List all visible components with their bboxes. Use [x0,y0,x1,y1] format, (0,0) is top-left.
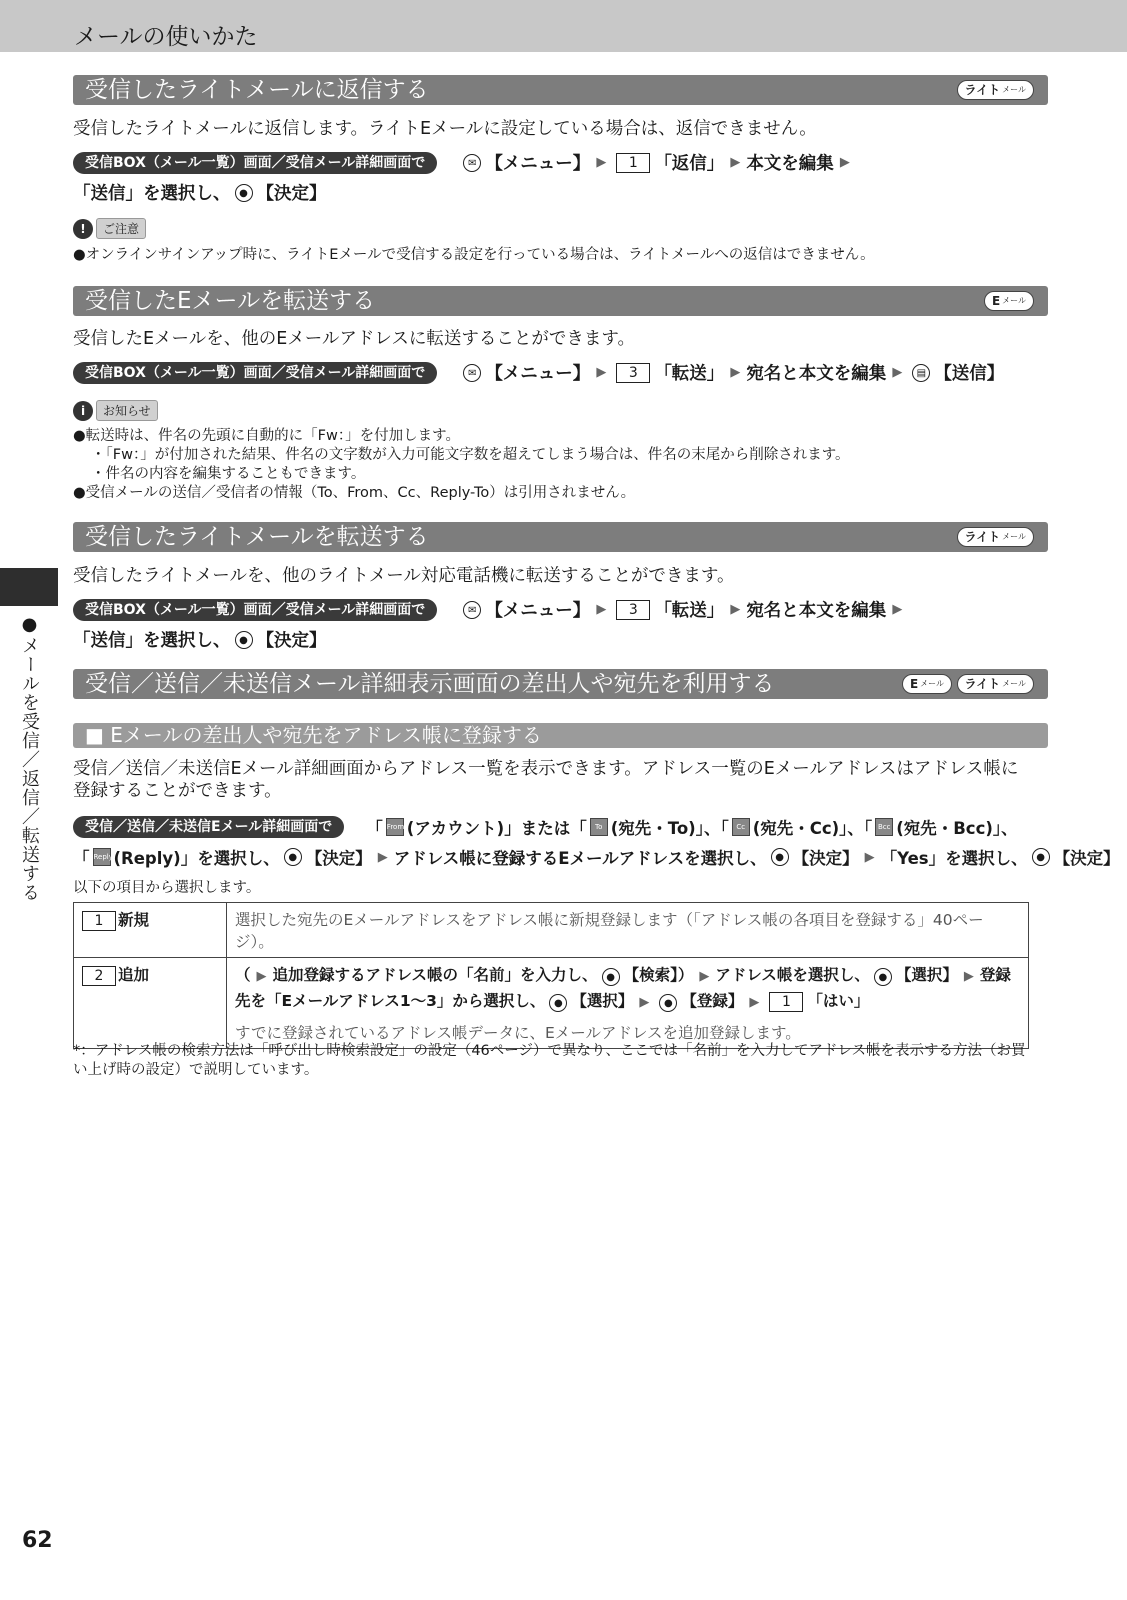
notice-list [73,427,850,503]
key-icon: 1 [769,992,803,1012]
caution-tag: ! ご注意 [73,218,146,239]
section-description: 受信したライトメールを、他のライトメール対応電話機に転送することができます。 [73,566,735,586]
center-key-icon: ● [771,848,789,866]
section-title-text: 受信／送信／未送信メール詳細表示画面の差出人や宛先を利用する [85,671,775,697]
notice-tag: i お知らせ [73,400,158,421]
notice-item: ●転送時は、件名の先頭に自動的に「Fw：」を付加します。 [73,428,460,444]
section-title-text: 受信したライトメールを転送する [85,524,429,550]
center-key-icon: ● [284,848,302,866]
center-key-icon: ● [549,994,567,1012]
section-title-text: 受信したライトメールに返信する [85,77,429,103]
arrow-icon: ▶ [892,365,903,380]
notice-item: ●受信メールの送信／受信者の情報（To、From、Cc、Reply-To）は引用されません。 [73,485,636,501]
section-description: 受信したEメールを、他のEメールアドレスに転送することができます。 [73,329,635,349]
arrow-icon: ▶ [596,602,607,617]
cc-icon: Cc [732,818,750,836]
notice-item: ・「Fw：」が付加された結果、件名の文字数が入力可能文字数を超えてしまう場合は、件名の末尾から削除されます。 [91,447,850,463]
option-desc-cell [227,958,1029,1049]
center-key-icon: ● [235,631,253,649]
arrow-icon: ▶ [256,969,267,984]
operation-line: 受信BOX（メール一覧）画面／受信メール詳細画面で ✉ 【メニュー】 ▶ 3 「転送」 ▶ 宛名と本文を編集 ▶ ▤ 【送信】 [73,360,1004,385]
lite-mail-badge: ライト メール [957,80,1034,100]
section-title-text: 受信したEメールを転送する [85,288,376,314]
arrow-icon: ▶ [864,849,875,865]
options-table [73,902,1029,1049]
key-icon: 1 [82,911,116,931]
notice-icon: i [73,401,93,421]
section-description: 受信／送信／未送信Eメール詳細画面からアドレス一覧を表示できます。アドレス一覧のEメールアドレスはアドレス帳に登録することができます。 [73,759,1019,801]
option-steps: （ ▶ 追加登録するアドレス帳の「名前」を入力し、 ● 【検索】） ▶ アドレス帳を選択し、 ● 【選択】 ▶ 登録先を「Eメールアドレス1～3」から選択し、 ● 【選択】 ▶ ● 【登録】 ▶ 1 「はい」 [235,966,1011,1010]
subsection-title: ■ Eメールの差出人や宛先をアドレス帳に登録する [73,723,1048,748]
arrow-icon: ▶ [730,602,741,617]
table-row [74,958,1029,1049]
context-pill: 受信BOX（メール一覧）画面／受信メール詳細画面で [73,599,437,621]
center-key-icon: ● [874,968,892,986]
arrow-icon: ▶ [892,602,903,617]
section-reply-lite-title [73,75,1048,105]
arrow-icon: ▶ [639,995,650,1010]
key-icon: 3 [616,600,650,620]
table-row [74,903,1029,958]
center-key-icon: ● [602,968,620,986]
operation-line-2: 「 Reply (Reply)」を選択し、 ● 【決定】 ▶ アドレス帳に登録するEメールアドレスを選択し、 ● 【決定】 ▶ 「Yes」を選択し、 ● 【決定】 [73,849,1120,868]
e-mail-badge: E メール [902,674,952,694]
operation-line: 受信BOX（メール一覧）画面／受信メール詳細画面で ✉ 【メニュー】 ▶ 3 「転送」 ▶ 宛名と本文を編集 ▶ [73,597,908,622]
select-instruction: 以下の項目から選択します。 [73,880,261,896]
section-use-sender-title [73,669,1048,699]
key-icon: 2 [82,966,116,986]
reply-icon: Reply [93,848,111,866]
lite-mail-badge: ライト メール [957,674,1034,694]
operation-line: 受信／送信／未送信Eメール詳細画面で 「 From (アカウント)」または「 To (宛先・To)」、「 Cc (宛先・Cc)」、「 Bcc (宛先・Bcc)」、 [73,815,1018,839]
notice-item: ・件名の内容を編集することもできます。 [91,466,366,482]
arrow-icon: ▶ [730,155,741,170]
arrow-icon: ▶ [749,995,760,1010]
arrow-icon: ▶ [596,155,607,170]
arrow-icon: ▶ [839,155,850,170]
to-icon: To [590,818,608,836]
mail-key-icon: ✉ [463,601,481,619]
mail-key-icon: ✉ [463,364,481,382]
arrow-icon: ▶ [377,849,388,865]
context-pill: 受信／送信／未送信Eメール詳細画面で [73,816,344,838]
context-pill: 受信BOX（メール一覧）画面／受信メール詳細画面で [73,152,437,174]
caution-icon: ! [73,219,93,239]
arrow-icon: ▶ [699,969,710,984]
key-icon: 1 [616,153,650,173]
lite-mail-badge: ライト メール [957,527,1034,547]
mail-key-icon: ✉ [463,154,481,172]
page-number: 62 [22,1528,53,1553]
operation-line-2: 「送信」を選択し、 ● 【決定】 [73,631,327,651]
caution-text: ●オンラインサインアップ時に、ライトEメールで受信する設定を行っている場合は、ライトメールへの返信はできません。 [73,247,875,263]
option-label-cell: 2 追加 [74,958,227,1049]
option-note: すでに登録されているアドレス帳データに、Eメールアドレスを追加登録します。 [235,1024,801,1042]
book-key-icon: ▤ [912,364,930,382]
options-table-wrap [73,902,1029,1049]
section-description: 受信したライトメールに返信します。ライトEメールに設定している場合は、返信できません。 [73,119,817,139]
side-label: ●メールを受信／返信／転送する [19,614,40,902]
operation-line-2: 「送信」を選択し、 ● 【決定】 [73,184,327,204]
context-pill: 受信BOX（メール一覧）画面／受信メール詳細画面で [73,362,437,384]
center-key-icon: ● [235,184,253,202]
footnote: *：アドレス帳の検索方法は「呼び出し時検索設定」の設定（46ページ）で異なり、ここでは「名前」を入力してアドレス帳を表示する方法（お買い上げ時の設定）で説明しています。 [73,1043,1026,1078]
bcc-icon: Bcc [875,818,893,836]
option-label-cell: 1 新規 [74,903,227,958]
e-mail-badge: E メール [984,291,1034,311]
key-icon: 3 [616,363,650,383]
section-forward-e-title [73,286,1048,316]
section-forward-lite-title [73,522,1048,552]
from-icon: From [386,818,404,836]
operation-line: 受信BOX（メール一覧）画面／受信メール詳細画面で ✉ 【メニュー】 ▶ 1 「返信」 ▶ 本文を編集 ▶ [73,150,856,175]
arrow-icon: ▶ [963,969,974,984]
center-key-icon: ● [659,994,677,1012]
page-title: メールの使いかた [74,24,258,50]
side-tab [0,568,58,606]
arrow-icon: ▶ [596,365,607,380]
option-desc-cell: 選択した宛先のEメールアドレスをアドレス帳に新規登録します（「アドレス帳の各項目を登録する」40ページ）。 [227,903,1029,958]
arrow-icon: ▶ [730,365,741,380]
center-key-icon: ● [1032,848,1050,866]
